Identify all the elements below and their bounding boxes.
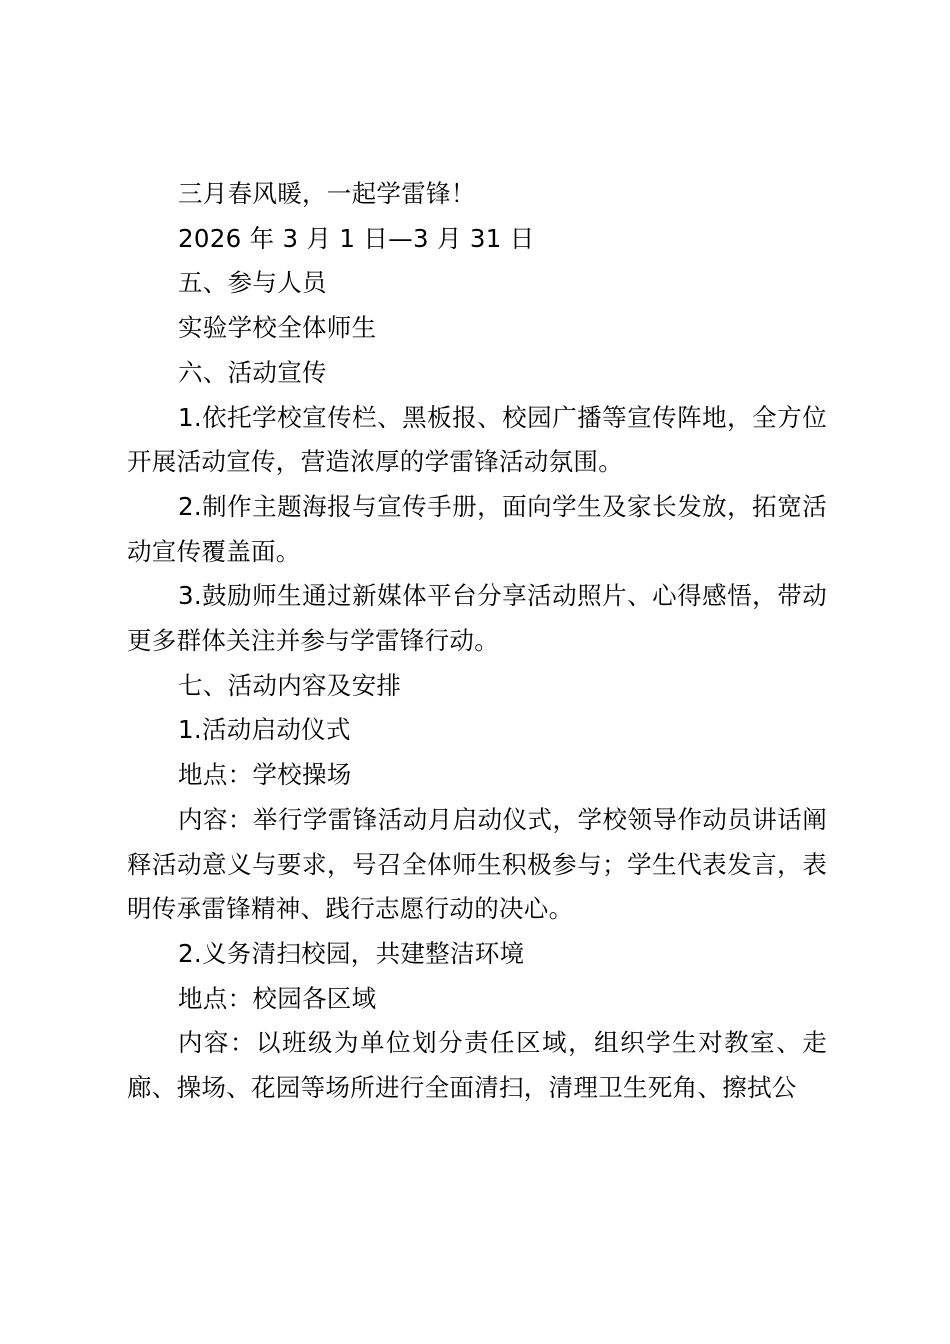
publicity-item-1: 1.依托学校宣传栏、黑板报、校园广播等宣传阵地，全方位开展活动宣传，营造浓厚的学雷锋活动氛围。 — [127, 402, 827, 477]
activity-1-content: 内容：举行学雷锋活动月启动仪式，学校领导作动员讲话阐释活动意义与要求，号召全体师生积极参与；学生代表发言，表明传承雷锋精神、践行志愿行动的决心。 — [127, 804, 827, 924]
activity-2-location: 地点：校园各区域 — [178, 983, 377, 1013]
slogan-line: 三月春风暖，一起学雷锋！ — [178, 179, 476, 208]
date-range: 2026 年 3 月 1 日—3 月 31 日 — [178, 223, 535, 253]
publicity-item-3: 3.鼓励师生通过新媒体平台分享活动照片、心得感悟，带动更多群体关注并参与学雷锋行动。 — [127, 581, 827, 656]
participants-text: 实验学校全体师生 — [178, 313, 377, 343]
section-heading-publicity: 六、活动宣传 — [178, 357, 327, 387]
activity-2-content: 内容：以班级为单位划分责任区域，组织学生对教室、走廊、操场、花园等场所进行全面清扫，清理卫生死角、擦拭公 — [127, 1028, 827, 1103]
activity-1-location: 地点：学校操场 — [178, 760, 352, 790]
activity-2-title: 2.义务清扫校园，共建整洁环境 — [178, 938, 525, 968]
document-body — [127, 172, 827, 1111]
publicity-item-2: 2.制作主题海报与宣传手册，面向学生及家长发放，拓宽活动宣传覆盖面。 — [127, 491, 827, 566]
activity-1-title: 1.活动启动仪式 — [178, 715, 351, 745]
section-heading-participants: 五、参与人员 — [178, 268, 327, 298]
section-heading-activities: 七、活动内容及安排 — [178, 670, 402, 700]
